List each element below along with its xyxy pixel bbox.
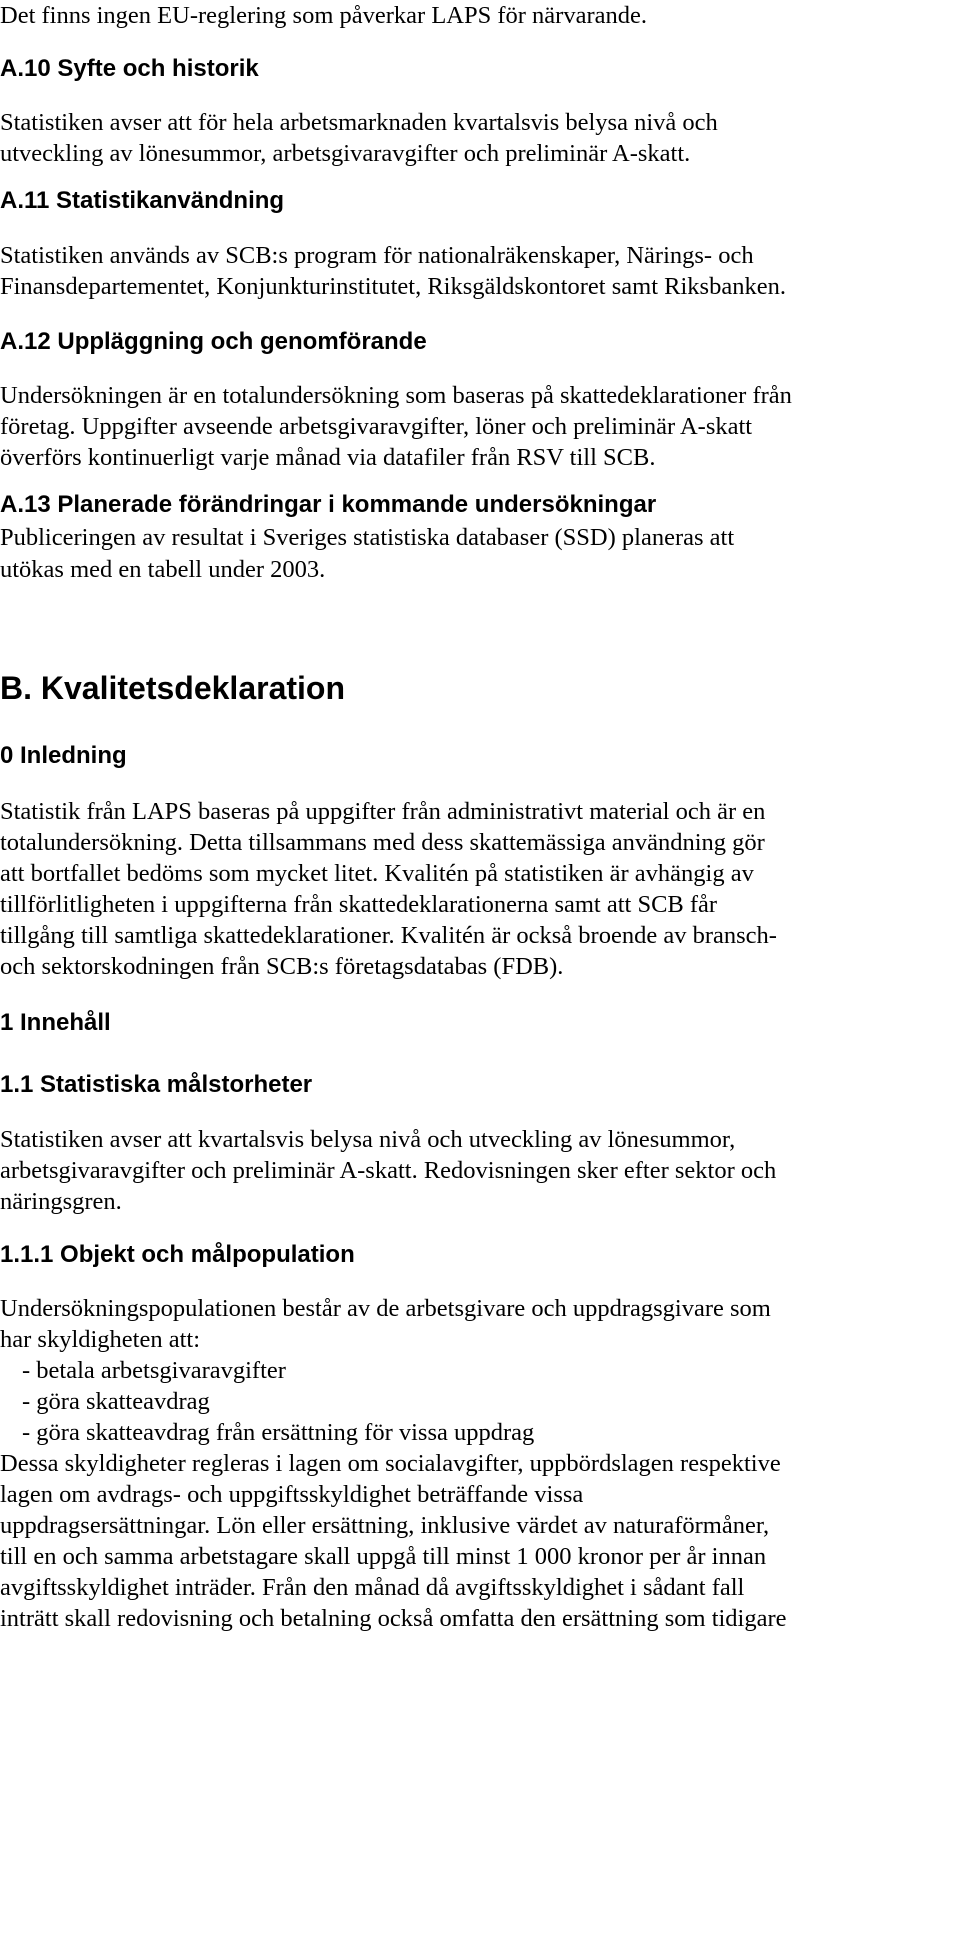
a12-line-1: Undersökningen är en totalundersökning som baseras på skattedeklarationer från bbox=[0, 382, 792, 409]
s1-1-1-after-line-2: lagen om avdrags- och uppgiftsskyldighet beträffande vissa bbox=[0, 1481, 584, 1508]
s1-1-line-3: näringsgren. bbox=[0, 1188, 122, 1215]
intro-line: Det finns ingen EU-reglering som påverkar LAPS för närvarande. bbox=[0, 2, 648, 29]
s1-1-1-after-line-1: Dessa skyldigheter regleras i lagen om socialavgifter, uppbördslagen respektive bbox=[0, 1450, 781, 1477]
a12-line-3: överförs kontinuerligt varje månad via datafiler från RSV till SCB. bbox=[0, 444, 656, 471]
heading-1-1: 1.1 Statistiska målstorheter bbox=[0, 1071, 313, 1098]
heading-1-1-1: 1.1.1 Objekt och målpopulation bbox=[0, 1241, 355, 1268]
s0-line-3: att bortfallet bedöms som mycket litet. Kvalitén på statistiken är avhängig av bbox=[0, 860, 754, 887]
s1-1-1-after-line-4: till en och samma arbetstagare skall uppgå till minst 1 000 kronor per år innan bbox=[0, 1543, 767, 1570]
s1-1-1-after-line-3: uppdragsersättningar. Lön eller ersättning, inklusive värdet av naturaförmåner, bbox=[0, 1512, 770, 1539]
s1-1-1-line-2: har skyldigheten att: bbox=[0, 1326, 201, 1353]
s0-line-4: tillförlitligheten i uppgifterna från skattedeklarationerna samt att SCB får bbox=[0, 891, 718, 918]
heading-1-innehall: 1 Innehåll bbox=[0, 1009, 111, 1036]
s0-line-2: totalundersökning. Detta tillsammans med dess skattemässiga användning gör bbox=[0, 829, 765, 856]
heading-0-inledning: 0 Inledning bbox=[0, 742, 127, 769]
heading-a12: A.12 Uppläggning och genomförande bbox=[0, 328, 427, 355]
s0-line-5: tillgång till samtliga skattedeklarationer. Kvalitén är också broende av bransch- bbox=[0, 922, 777, 949]
a11-line-1: Statistiken används av SCB:s program för nationalräkenskaper, Närings- och bbox=[0, 242, 754, 269]
heading-a13: A.13 Planerade förändringar i kommande undersökningar bbox=[0, 491, 657, 518]
a13-line-1: Publiceringen av resultat i Sveriges statistiska databaser (SSD) planeras att bbox=[0, 524, 735, 551]
s1-1-1-after-line-5: avgiftsskyldighet inträder. Från den månad då avgiftsskyldighet i sådant fall bbox=[0, 1574, 745, 1601]
s0-line-1: Statistik från LAPS baseras på uppgifter från administrativt material och är en bbox=[0, 798, 766, 825]
s1-1-line-1: Statistiken avser att kvartalsvis belysa nivå och utveckling av lönesummor, bbox=[0, 1126, 736, 1153]
s1-1-1-line-1: Undersökningspopulationen består av de arbetsgivare och uppdragsgivare som bbox=[0, 1295, 771, 1322]
list-item: - betala arbetsgivaravgifter bbox=[22, 1357, 286, 1384]
heading-a11: A.11 Statistikanvändning bbox=[0, 187, 285, 214]
list-item: - göra skatteavdrag från ersättning för vissa uppdrag bbox=[22, 1419, 535, 1446]
s0-line-6: och sektorskodningen från SCB:s företagsdatabas (FDB). bbox=[0, 953, 564, 980]
heading-a10: A.10 Syfte och historik bbox=[0, 55, 259, 82]
a10-line-2: utveckling av lönesummor, arbetsgivaravgifter och preliminär A-skatt. bbox=[0, 140, 691, 167]
s1-1-line-2: arbetsgivaravgifter och preliminär A-skatt. Redovisningen sker efter sektor och bbox=[0, 1157, 777, 1184]
a12-line-2: företag. Uppgifter avseende arbetsgivaravgifter, löner och preliminär A-skatt bbox=[0, 413, 753, 440]
s1-1-1-after-line-6: inträtt skall redovisning och betalning också omfatta den ersättning som tidigare bbox=[0, 1605, 787, 1632]
a10-line-1: Statistiken avser att för hela arbetsmarknaden kvartalsvis belysa nivå och bbox=[0, 109, 718, 136]
a13-line-2: utökas med en tabell under 2003. bbox=[0, 556, 326, 583]
list-item: - göra skatteavdrag bbox=[22, 1388, 210, 1415]
heading-b-kvalitetsdeklaration: B. Kvalitetsdeklaration bbox=[0, 670, 345, 706]
a11-line-2: Finansdepartementet, Konjunkturinstitutet, Riksgäldskontoret samt Riksbanken. bbox=[0, 273, 786, 300]
